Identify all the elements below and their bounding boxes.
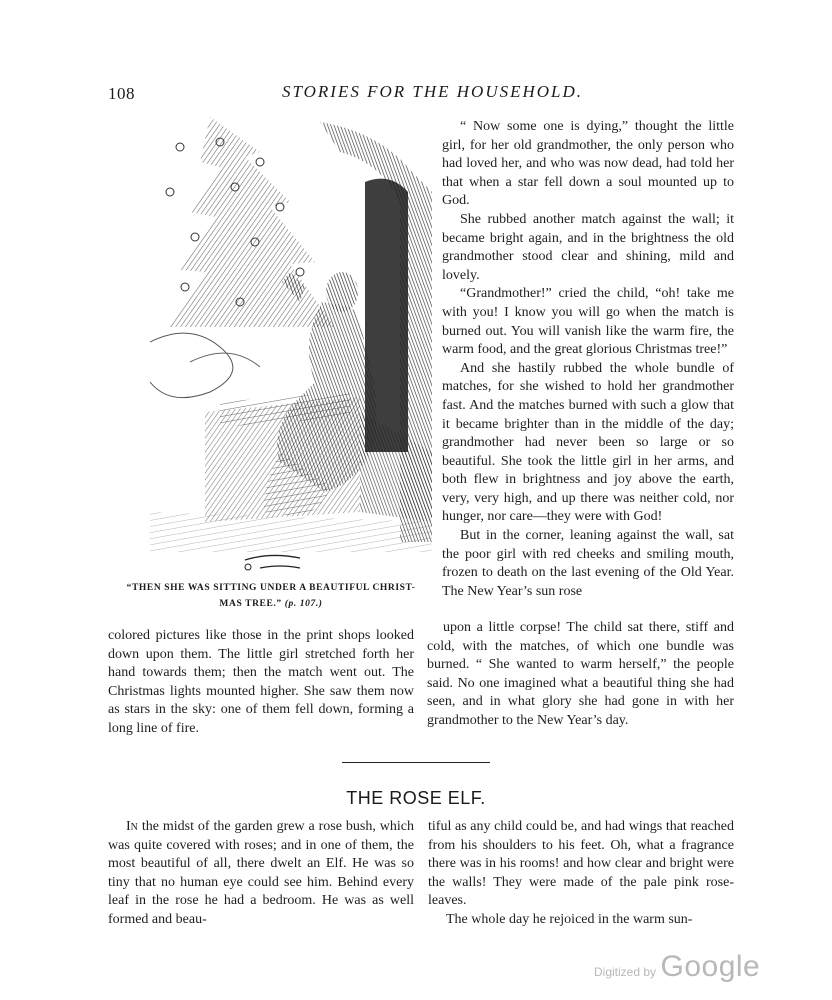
drop-word: In: [126, 819, 138, 834]
paragraph: “ Now some one is dying,” thought the little girl, for her old grandmother, the only person who had loved her, and who was now dead, had told her that when a star fell down a soul mounted up to God.: [442, 119, 734, 209]
paragraph: the midst of the garden grew a rose bush, which was quite covered with roses; and in one of them, the most beautiful of all, there dwelt an Elf. He was so tiny that no human eye could see him. Behind every leaf in the rose he had a bedroom. He was as well formed and beau-: [108, 819, 414, 927]
rose-elf-left-column: [108, 818, 414, 930]
paragraph: “Grandmother!” cried the child, “oh! take me with you! I know you will go when the match is burned out. You will vanish like the warm fire, the warm food, and the great glorious Christmas tree!”: [442, 286, 734, 358]
story-title: THE ROSE ELF.: [346, 788, 486, 808]
running-head: STORIES FOR THE HOUSEHOLD.: [282, 82, 584, 101]
paragraph: She rubbed another match against the wall; it became bright again, and in the brightness the old grandmother stood clear and shining, mild and lovely.: [442, 211, 734, 283]
right-column: [442, 118, 734, 601]
watermark-prefix: Digitized by: [594, 965, 657, 979]
left-lower-column: [108, 627, 414, 739]
paragraph: The whole day he rejoiced in the warm sun-: [446, 911, 693, 927]
rose-elf-right-column: [428, 818, 734, 930]
caption-line-1: “THEN SHE WAS SITTING UNDER A BEAUTIFUL CHRIST-: [126, 583, 416, 593]
paragraph: tiful as any child could be, and had wings that reached from his shoulders to his feet. Oh, what a fragrance there was in his rooms! and how clear and bright were the walls! They were made of the pale pink rose-leaves.: [428, 819, 734, 909]
google-logo-icon: Google: [660, 950, 761, 983]
digitization-watermark: [594, 950, 760, 984]
caption-page-ref: (p. 107.): [284, 599, 323, 609]
section-divider: [342, 762, 490, 763]
page-number: 108: [108, 84, 135, 103]
caption-line-2: MAS TREE.”: [219, 599, 282, 609]
right-continuation: [427, 619, 734, 731]
paragraph: And she hastily rubbed the whole bundle of matches, for she wished to hold her grandmother fast. And the matches burned with such a glow that it became brighter than in the middle of the day; grandmother had never been so large or so beautiful. She took the little girl in her arms, and both flew in brightness and joy above the earth, very, very high, and up there was neither cold, nor hunger, nor care—they were with God!: [442, 360, 734, 525]
paragraph: upon a little corpse! The child sat there, stiff and cold, with the matches, of which one bundle was burned. “ She wanted to warm herself,” the people said. No one imagined what a beautiful thing she had seen, and in what glory she had gone in with her grandmother to the New Year’s day.: [427, 620, 734, 728]
illustration-caption: [104, 580, 438, 612]
paragraph: colored pictures like those in the print shops looked down upon them. The little girl stretched forth her hand towards them; then the match went out. The Christmas lights mounted higher. She saw them now as stars in the sky: one of them fell down, forming a long line of fire.: [108, 628, 414, 736]
engraving-girl-christmas-tree-icon: [150, 112, 432, 582]
paragraph: But in the corner, leaning against the wall, sat the poor girl with red cheeks and smiling mouth, frozen to death on the last evening of the Old Year. The New Year’s sun rose: [442, 528, 734, 599]
